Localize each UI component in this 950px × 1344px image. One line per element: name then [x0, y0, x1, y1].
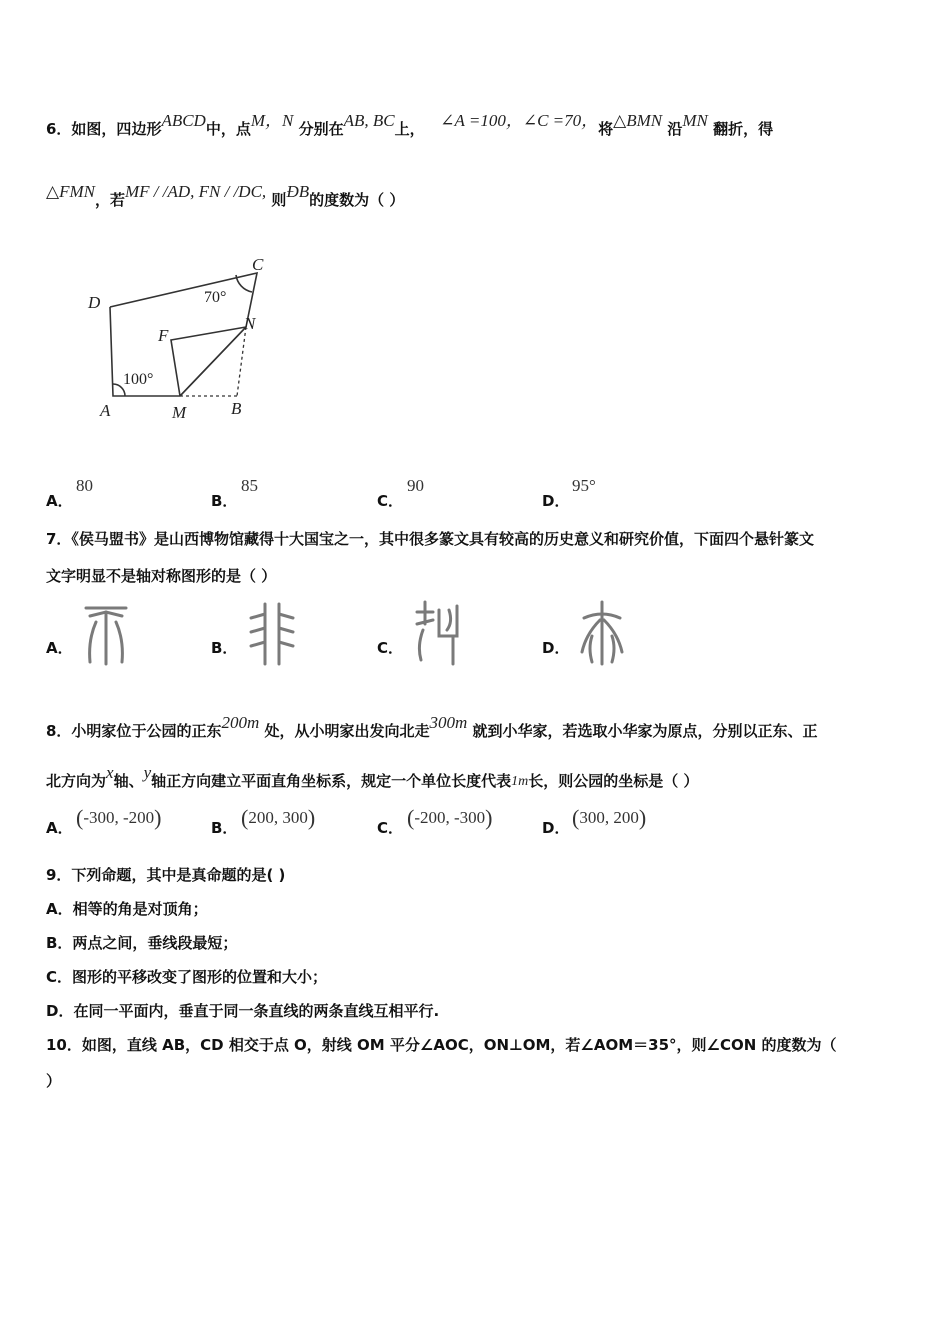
option-label: A． — [46, 639, 73, 657]
q7-options — [46, 600, 906, 670]
fold-triangle — [171, 327, 246, 396]
seal-script-glyph-b-icon — [247, 600, 297, 666]
q6-points: M，N — [250, 111, 294, 130]
option-value: (300, 200) — [572, 805, 647, 830]
q10-line2: ） — [46, 1072, 62, 1090]
coordinate: 200, 300 — [248, 808, 308, 827]
q6-text: 分别在 — [298, 120, 344, 138]
q9-option-b[interactable]: B．两点之间，垂线段最短； — [46, 934, 238, 952]
q8-distance-1: 200m — [221, 713, 260, 732]
q8-text: 就到小华家，若选取小华家为原点，分别以正东、正 — [472, 722, 818, 740]
q6-triangle-fmn: △FMN — [46, 182, 95, 201]
q6-text: 的度数为（ ） — [309, 191, 405, 209]
q8-text: 处，从小明家出发向北走 — [264, 722, 430, 740]
option-label: C． — [377, 819, 404, 837]
q6-sides: AB, BC — [343, 111, 395, 130]
q6-line2 — [46, 182, 405, 210]
q7-line1: 7．《侯马盟书》是山西博物馆藏得十大国宝之一，其中很多篆文具有较高的历史意义和研究价值，下面四个悬针篆文 — [46, 530, 814, 548]
label-f: F — [158, 326, 169, 345]
q9-stem: 9．下列命题，其中是真命题的是( ) — [46, 866, 286, 884]
q6-figure — [80, 248, 290, 428]
label-c: C — [252, 255, 264, 274]
coordinate: -200, -300 — [414, 808, 486, 827]
q9-option-c[interactable]: C．图形的平移改变了图形的位置和大小； — [46, 968, 328, 986]
q6-text: ，若 — [94, 191, 125, 209]
option-value: 85 — [241, 476, 258, 495]
q6-text: 将 — [598, 120, 614, 138]
q6-options — [46, 478, 906, 518]
option-value: (200, 300) — [241, 805, 316, 830]
dashed-bn — [237, 327, 246, 396]
option-label: B． — [211, 819, 238, 837]
option-label: B． — [211, 492, 238, 510]
option-label: A． — [46, 819, 73, 837]
q6-text: 翻折，得 — [713, 120, 774, 138]
option-value: 80 — [76, 476, 93, 495]
q8-distance-2: 300m — [429, 713, 468, 732]
q6-parallel: MF / /AD, FN / /DC, — [124, 182, 267, 201]
q6-text: 上， — [394, 120, 425, 138]
q8-y-axis: y — [143, 763, 152, 782]
q8-text: 北方向为 — [46, 772, 107, 790]
option-value: 90 — [407, 476, 424, 495]
q6-line1 — [46, 111, 774, 139]
q8-text: 8．小明家位于公园的正东 — [46, 722, 222, 740]
label-a: A — [100, 401, 111, 420]
q6-text: 中，点 — [205, 120, 251, 138]
label-angle-c: 70° — [204, 289, 227, 306]
label-m: M — [172, 403, 187, 422]
label-angle-a: 100° — [123, 371, 154, 388]
label-n: N — [244, 314, 256, 333]
q6-angle-b: ÐB — [286, 182, 310, 201]
seal-script-glyph-d-icon — [578, 600, 628, 666]
q8-text: 轴正方向建立平面直角坐标系，规定一个单位长度代表 — [151, 772, 512, 790]
option-label: D． — [542, 819, 570, 837]
q8-line1 — [46, 713, 818, 741]
option-label: D． — [542, 639, 570, 657]
option-label: C． — [377, 492, 404, 510]
q9-option-a[interactable]: A．相等的角是对顶角； — [46, 900, 208, 918]
coordinate: -300, -200 — [83, 808, 155, 827]
option-label: C． — [377, 639, 404, 657]
coordinate: 300, 200 — [579, 808, 639, 827]
q8-text: 长，则公园的坐标是（ ） — [528, 772, 699, 790]
option-value: 95° — [572, 476, 596, 495]
q8-unit: 1m — [511, 774, 529, 789]
seal-script-glyph-c-icon — [413, 600, 465, 666]
q6-text: 6．如图，四边形 — [46, 120, 162, 138]
q6-quad: ABCD — [161, 111, 206, 130]
option-value: (-200, -300) — [407, 805, 493, 830]
q6-text: 则 — [271, 191, 287, 209]
q8-options — [46, 805, 906, 845]
q8-line2 — [46, 763, 699, 791]
option-value: (-300, -200) — [76, 805, 162, 830]
label-d: D — [88, 293, 101, 312]
q8-x-axis: x — [106, 763, 114, 782]
q10-line1: 10．如图，直线 AB，CD 相交于点 O，射线 OM 平分∠AOC，ON⊥OM，若∠AOM＝35°，则∠CON 的度数为（ — [46, 1036, 837, 1054]
option-label: A． — [46, 492, 73, 510]
label-b: B — [231, 399, 242, 418]
q9-option-d[interactable]: D．在同一平面内，垂直于同一条直线的两条直线互相平行. — [46, 1002, 440, 1020]
q6-angles: ∠A =100，∠C =70， — [440, 111, 599, 130]
q6-mn: MN — [682, 111, 708, 130]
q6-triangle-bmn: △BMN — [613, 111, 663, 130]
option-label: D． — [542, 492, 570, 510]
q8-text: 轴、 — [113, 772, 144, 790]
seal-script-glyph-a-icon — [82, 600, 132, 666]
option-label: B． — [211, 639, 238, 657]
q6-text: 沿 — [667, 120, 683, 138]
q7-line2: 文字明显不是轴对称图形的是（ ） — [46, 567, 277, 585]
